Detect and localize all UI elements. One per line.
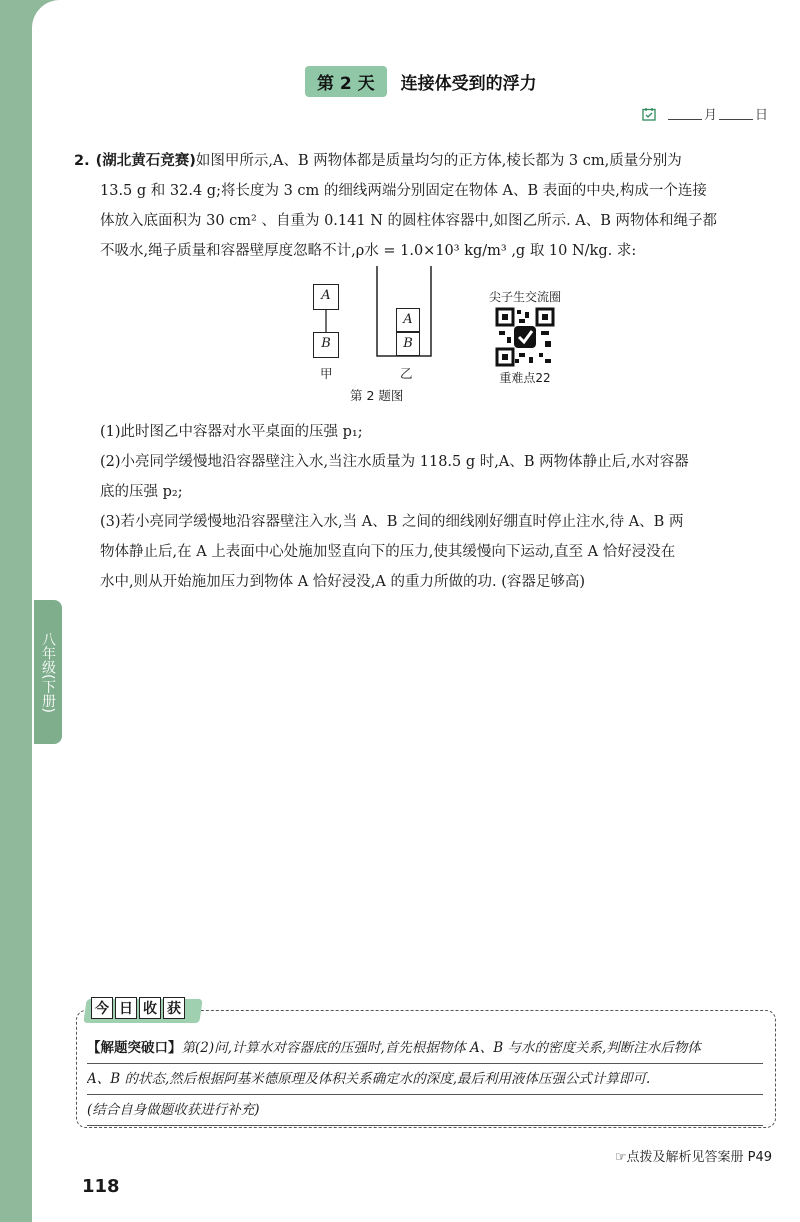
day-label: 日 xyxy=(754,108,768,123)
qr-block[interactable] xyxy=(480,288,570,386)
question-line-4: 不吸水,绳子质量和容器壁厚度忽略不计,ρ水 = 1.0×10³ kg/m³ ,g 取 10 N/kg. 求: xyxy=(100,243,637,259)
header xyxy=(305,64,537,98)
part-3-line-3: 水中,则从开始施加压力到物体 A 恰好浸没,A 的重力所做的功. (容器足够高) xyxy=(100,574,586,590)
harvest-line-3[interactable]: (结合自身做题收获进行补充) xyxy=(87,1095,763,1126)
harvest-tag-char: 日 xyxy=(115,997,137,1019)
figure-jia-string xyxy=(325,310,329,334)
question-line-3: 体放入底面积为 30 cm² 、自重为 0.141 N 的圆柱体容器中,如图乙所示. A、B 两物体和绳子都 xyxy=(100,213,718,229)
figure-label-yi: 乙 xyxy=(400,366,413,381)
figure-yi-box-a: A xyxy=(396,308,420,332)
page-title: 连接体受到的浮力 xyxy=(400,73,537,94)
figure-yi-box-b: B xyxy=(396,332,420,356)
figure-jia-box-a: A xyxy=(313,284,339,310)
figure-jia-box-b: B xyxy=(313,332,339,358)
question-line-2: 13.5 g 和 32.4 g;将长度为 3 cm 的细线两端分别固定在物体 A、B 表面的中央,构成一个连接 xyxy=(100,183,707,199)
month-blank[interactable] xyxy=(668,107,702,120)
question-source: (湖北黄石竞赛) xyxy=(95,153,196,169)
harvest-tag-char: 收 xyxy=(139,997,161,1019)
day-blank[interactable] xyxy=(719,107,753,120)
daily-harvest-box xyxy=(76,1001,776,1128)
part-2-line-2: 底的压强 p₂; xyxy=(100,484,183,500)
qr-subtitle: 重难点22 xyxy=(499,371,551,385)
qr-code-icon[interactable] xyxy=(495,307,555,367)
harvest-line-2: A、B 的状态,然后根据阿基米德原理及体积关系确定水的深度,最后利用液体压强公式计算即可. xyxy=(87,1064,763,1095)
harvest-tag-char: 今 xyxy=(91,997,113,1019)
figure-label-jia: 甲 xyxy=(320,366,333,381)
harvest-line-1 xyxy=(87,1033,763,1064)
question-number: 2. xyxy=(74,153,90,169)
qr-title: 尖子生交流圈 xyxy=(488,290,561,304)
harvest-line-1-text: 第(2)问,计算水对容器底的压强时,首先根据物体 A、B 与水的密度关系,判断注水后物体 xyxy=(181,1040,701,1056)
harvest-tag xyxy=(91,997,185,1019)
month-label: 月 xyxy=(703,108,717,123)
part-1: (1)此时图乙中容器对水平桌面的压强 p₁; xyxy=(100,424,363,440)
page-number: 118 xyxy=(82,1176,120,1197)
part-2-line-1: (2)小亮同学缓慢地沿容器壁注入水,当注水质量为 118.5 g 时,A、B 两物体静止后,水对容器 xyxy=(100,454,689,470)
question-parts xyxy=(100,417,776,597)
tip-label: 【解题突破口】 xyxy=(87,1040,182,1056)
date-line xyxy=(642,104,768,123)
part-3-line-1: (3)若小亮同学缓慢地沿容器壁注入水,当 A、B 之间的细线刚好绷直时停止注水,待 A、B 两 xyxy=(100,514,684,530)
harvest-body xyxy=(87,1033,763,1126)
answer-reference: ☞点拨及解析见答案册 P49 xyxy=(614,1150,772,1165)
figure-caption: 第 2 题图 xyxy=(350,388,404,403)
grade-side-tab: 八年级(下册) xyxy=(34,600,62,744)
question-2 xyxy=(74,146,774,266)
part-3-line-2: 物体静止后,在 A 上表面中心处施加竖直向下的压力,使其缓慢向下运动,直至 A 恰好浸没在 xyxy=(100,544,676,560)
harvest-tag-char: 获 xyxy=(163,997,185,1019)
question-line-1: 如图甲所示,A、B 两物体都是质量均匀的正方体,棱长都为 3 cm,质量分别为 xyxy=(195,153,682,169)
day-tag: 第 2 天 xyxy=(305,66,387,97)
calendar-check-icon xyxy=(642,107,656,121)
